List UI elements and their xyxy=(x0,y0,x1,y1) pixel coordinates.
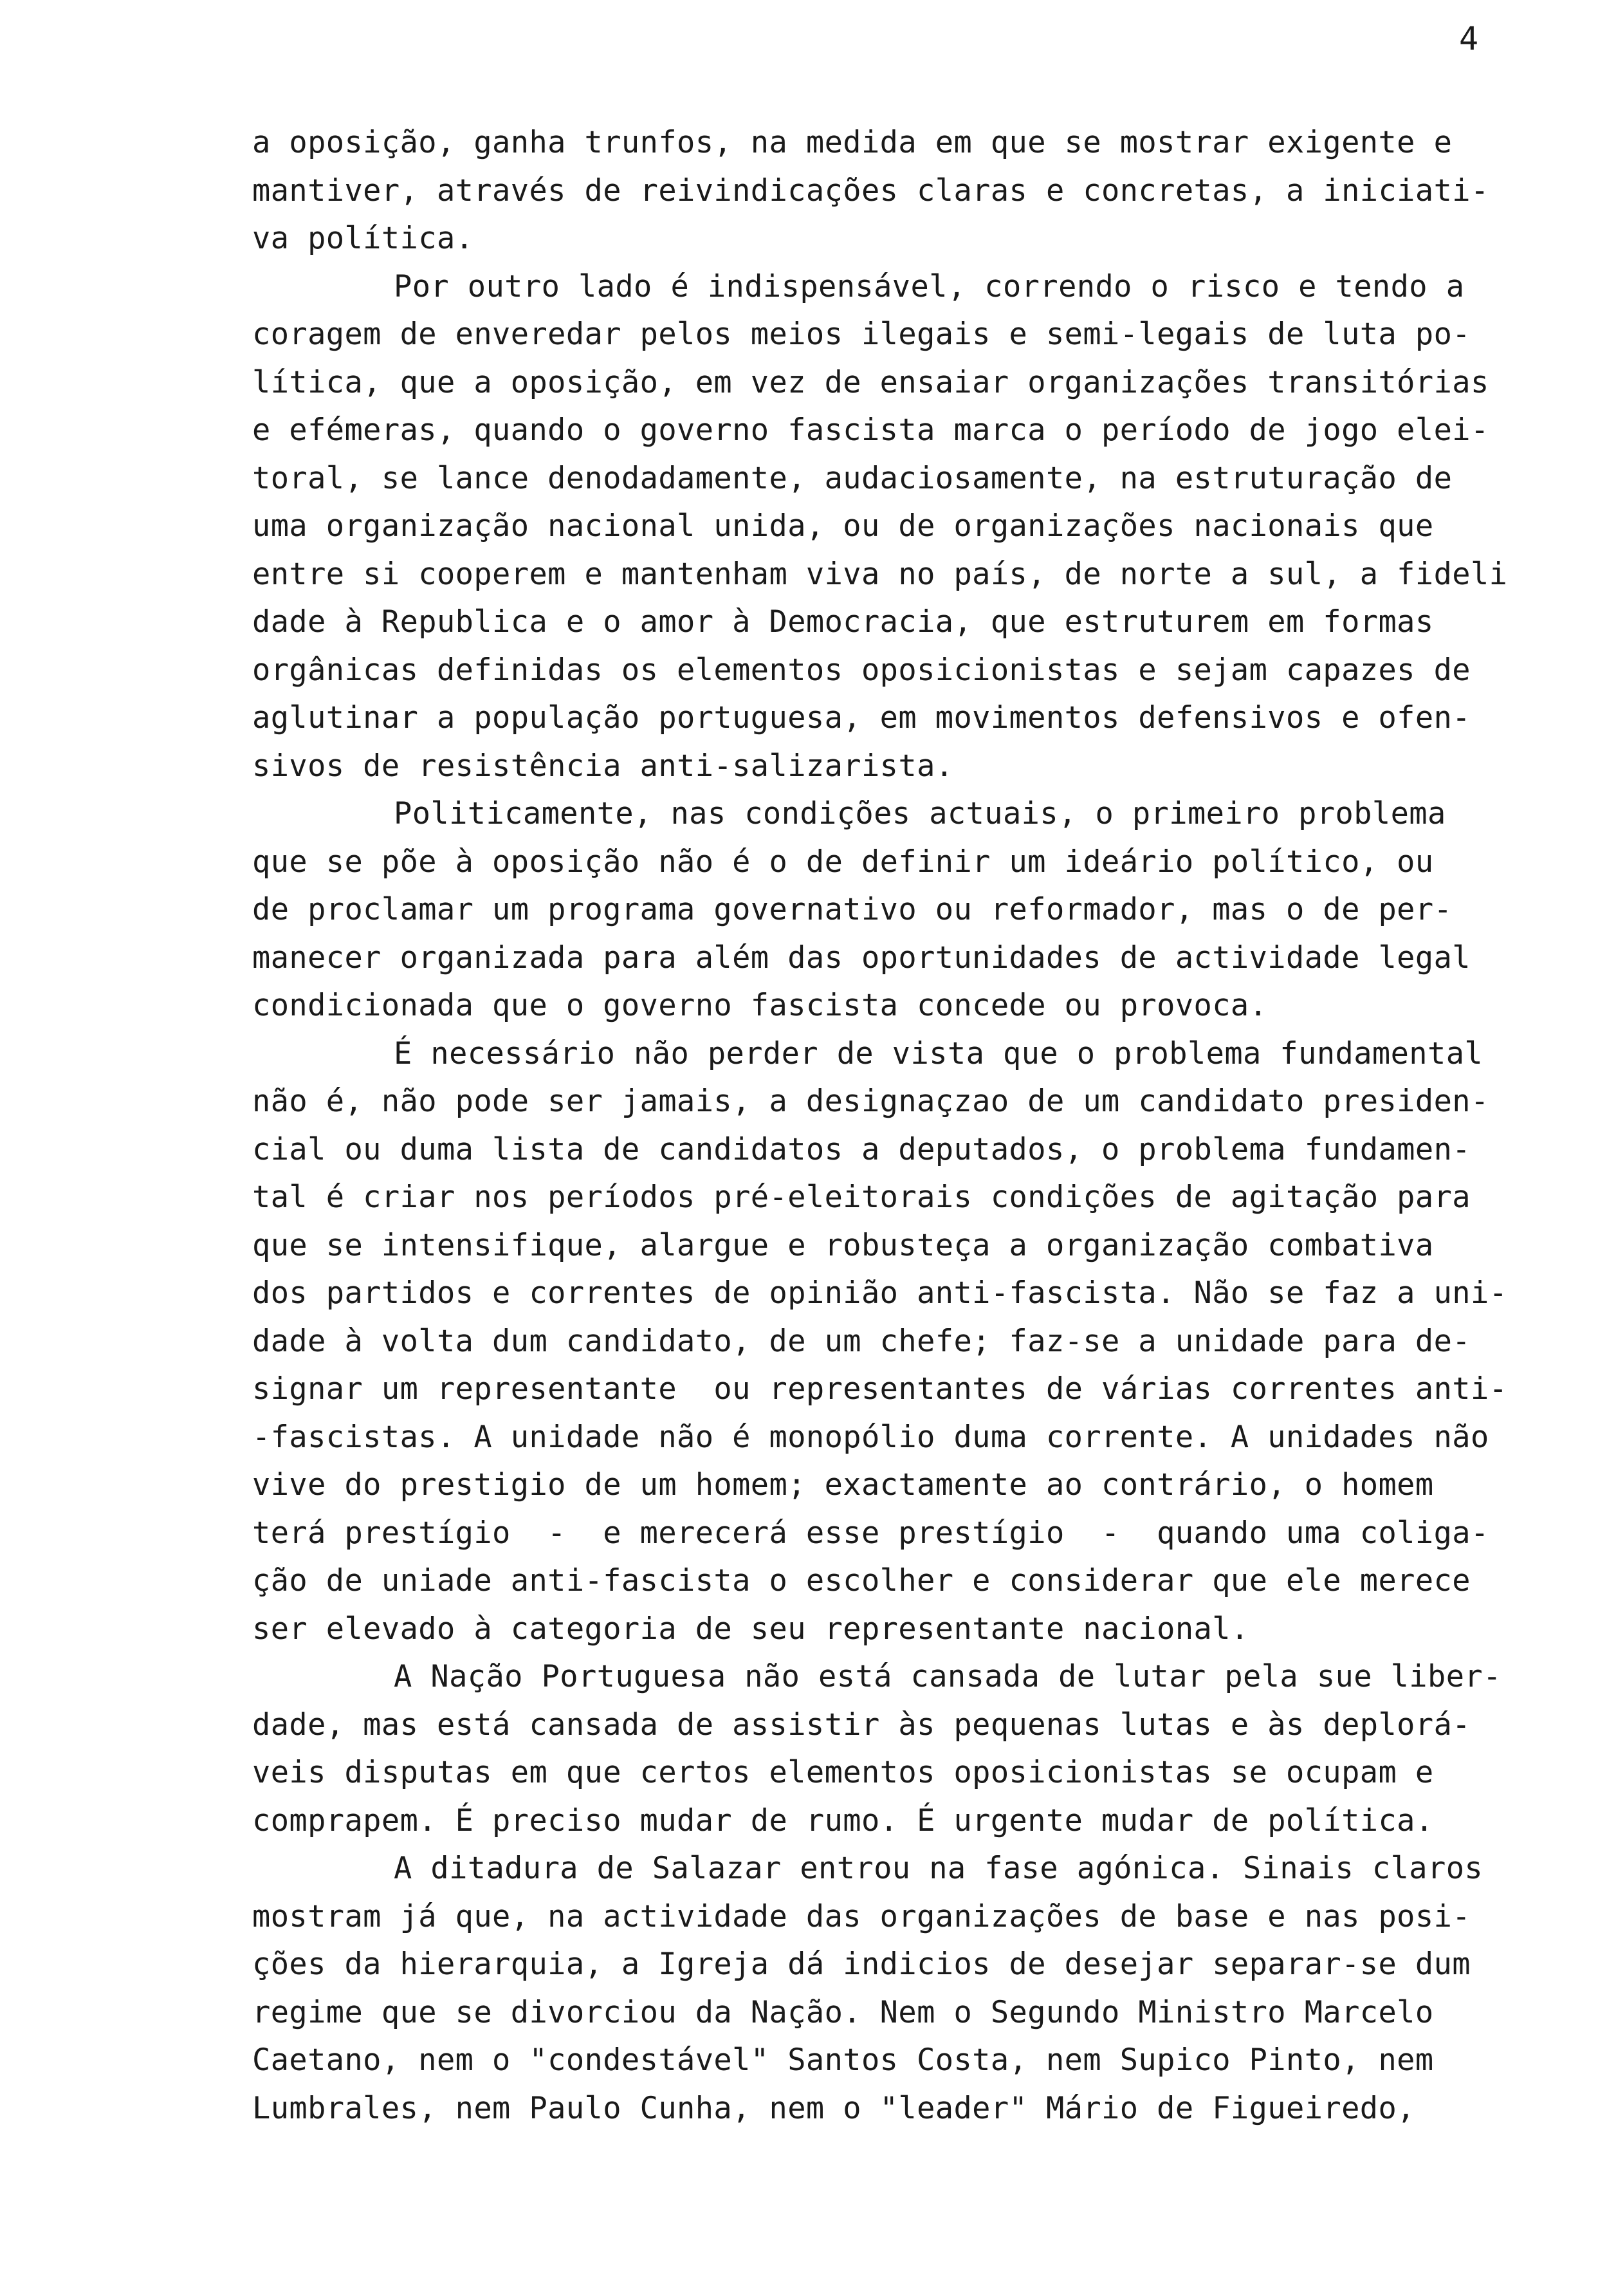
text-line: sivos de resistência anti-salizarista. xyxy=(252,748,954,784)
text-line: que se põe à oposição não é o de definir um ideário político, ou xyxy=(252,844,1434,880)
text-line: É necessário não perder de vista que o problema fundamental xyxy=(394,1035,1483,1071)
text-line: cial ou duma lista de candidatos a deputados, o problema fundamen- xyxy=(252,1131,1471,1167)
body-text xyxy=(252,119,1603,2133)
text-line: regime que se divorciou da Nação. Nem o Segundo Ministro Marcelo xyxy=(252,1994,1434,2030)
text-line: A ditadura de Salazar entrou na fase agónica. Sinais claros xyxy=(394,1851,1483,1886)
text-line: aglutinar a população portuguesa, em movimentos defensivos e ofen- xyxy=(252,700,1471,736)
text-line: dade à volta dum candidato, de um chefe; faz-se a unidade para de- xyxy=(252,1323,1471,1359)
text-line: comprapem. É preciso mudar de rumo. É urgente mudar de política. xyxy=(252,1802,1434,1838)
text-line: signar um representante ou representantes de várias correntes anti- xyxy=(252,1371,1508,1407)
text-line: dos partidos e correntes de opinião anti-fascista. Não se faz a uni- xyxy=(252,1275,1508,1311)
paragraph xyxy=(252,263,1603,791)
text-line: ção de uniade anti-fascista o escolher e considerar que ele merece xyxy=(252,1563,1471,1598)
text-line: não é, não pode ser jamais, a designaçzao de um candidato presiden- xyxy=(252,1084,1489,1119)
text-line: Por outro lado é indispensável, correndo o risco e tendo a xyxy=(394,268,1465,304)
text-line: manecer organizada para além das oportunidades de actividade legal xyxy=(252,940,1471,976)
text-line: ções da hierarquia, a Igreja dá indicios de desejar separar-se dum xyxy=(252,1947,1471,1982)
text-line: veis disputas em que certos elementos oposicionistas se ocupam e xyxy=(252,1755,1434,1790)
paragraph xyxy=(252,1653,1603,1845)
text-line: a oposição, ganha trunfos, na medida em que se mostrar exigente e xyxy=(252,125,1453,160)
text-line: e efémeras, quando o governo fascista marca o período de jogo elei- xyxy=(252,412,1489,448)
text-line: mantiver, através de reivindicações claras e concretas, a iniciati- xyxy=(252,172,1489,208)
paragraph xyxy=(252,1030,1603,1654)
paragraph xyxy=(252,790,1603,1030)
text-line: toral, se lance denodadamente, audaciosamente, na estruturação de xyxy=(252,460,1453,496)
text-line: Caetano, nem o "condestável" Santos Costa, nem Supico Pinto, nem xyxy=(252,2042,1434,2078)
text-line: dade à Republica e o amor à Democracia, que estruturem em formas xyxy=(252,604,1434,640)
text-line: Lumbrales, nem Paulo Cunha, nem o "leader" Mário de Figueiredo, xyxy=(252,2090,1415,2126)
text-line: de proclamar um programa governativo ou reformador, mas o de per- xyxy=(252,892,1453,927)
text-line: dade, mas está cansada de assistir às pequenas lutas e às deplorá- xyxy=(252,1707,1471,1743)
text-line: Politicamente, nas condições actuais, o primeiro problema xyxy=(394,796,1446,831)
text-line: uma organização nacional unida, ou de organizações nacionais que xyxy=(252,508,1434,544)
text-line: -fascistas. A unidade não é monopólio duma corrente. A unidades não xyxy=(252,1419,1489,1455)
text-line: orgânicas definidas os elementos oposicionistas e sejam capazes de xyxy=(252,652,1471,688)
paragraph xyxy=(252,1845,1603,2133)
text-line: va política. xyxy=(252,221,474,256)
paragraph xyxy=(252,119,1603,263)
text-line: condicionada que o governo fascista concede ou provoca. xyxy=(252,988,1268,1023)
text-line: terá prestígio - e merecerá esse prestígio - quando uma coliga- xyxy=(252,1515,1489,1551)
text-line: tal é criar nos períodos pré-eleitorais condições de agitação para xyxy=(252,1180,1471,1215)
text-line: A Nação Portuguesa não está cansada de lutar pela sue liber- xyxy=(394,1659,1501,1694)
text-line: vive do prestigio de um homem; exactamente ao contrário, o homem xyxy=(252,1467,1434,1503)
text-line: coragem de enveredar pelos meios ilegais e semi-legais de luta po- xyxy=(252,317,1471,352)
text-line: que se intensifique, alargue e robusteça a organização combativa xyxy=(252,1227,1434,1263)
text-line: entre si cooperem e mantenham viva no país, de norte a sul, a fideli xyxy=(252,556,1508,592)
text-line: lítica, que a oposição, em vez de ensaiar organizações transitórias xyxy=(252,364,1489,400)
text-line: mostram já que, na actividade das organizações de base e nas posi- xyxy=(252,1898,1471,1934)
page-number: 4 xyxy=(1459,20,1479,57)
text-line: ser elevado à categoria de seu representante nacional. xyxy=(252,1611,1249,1647)
